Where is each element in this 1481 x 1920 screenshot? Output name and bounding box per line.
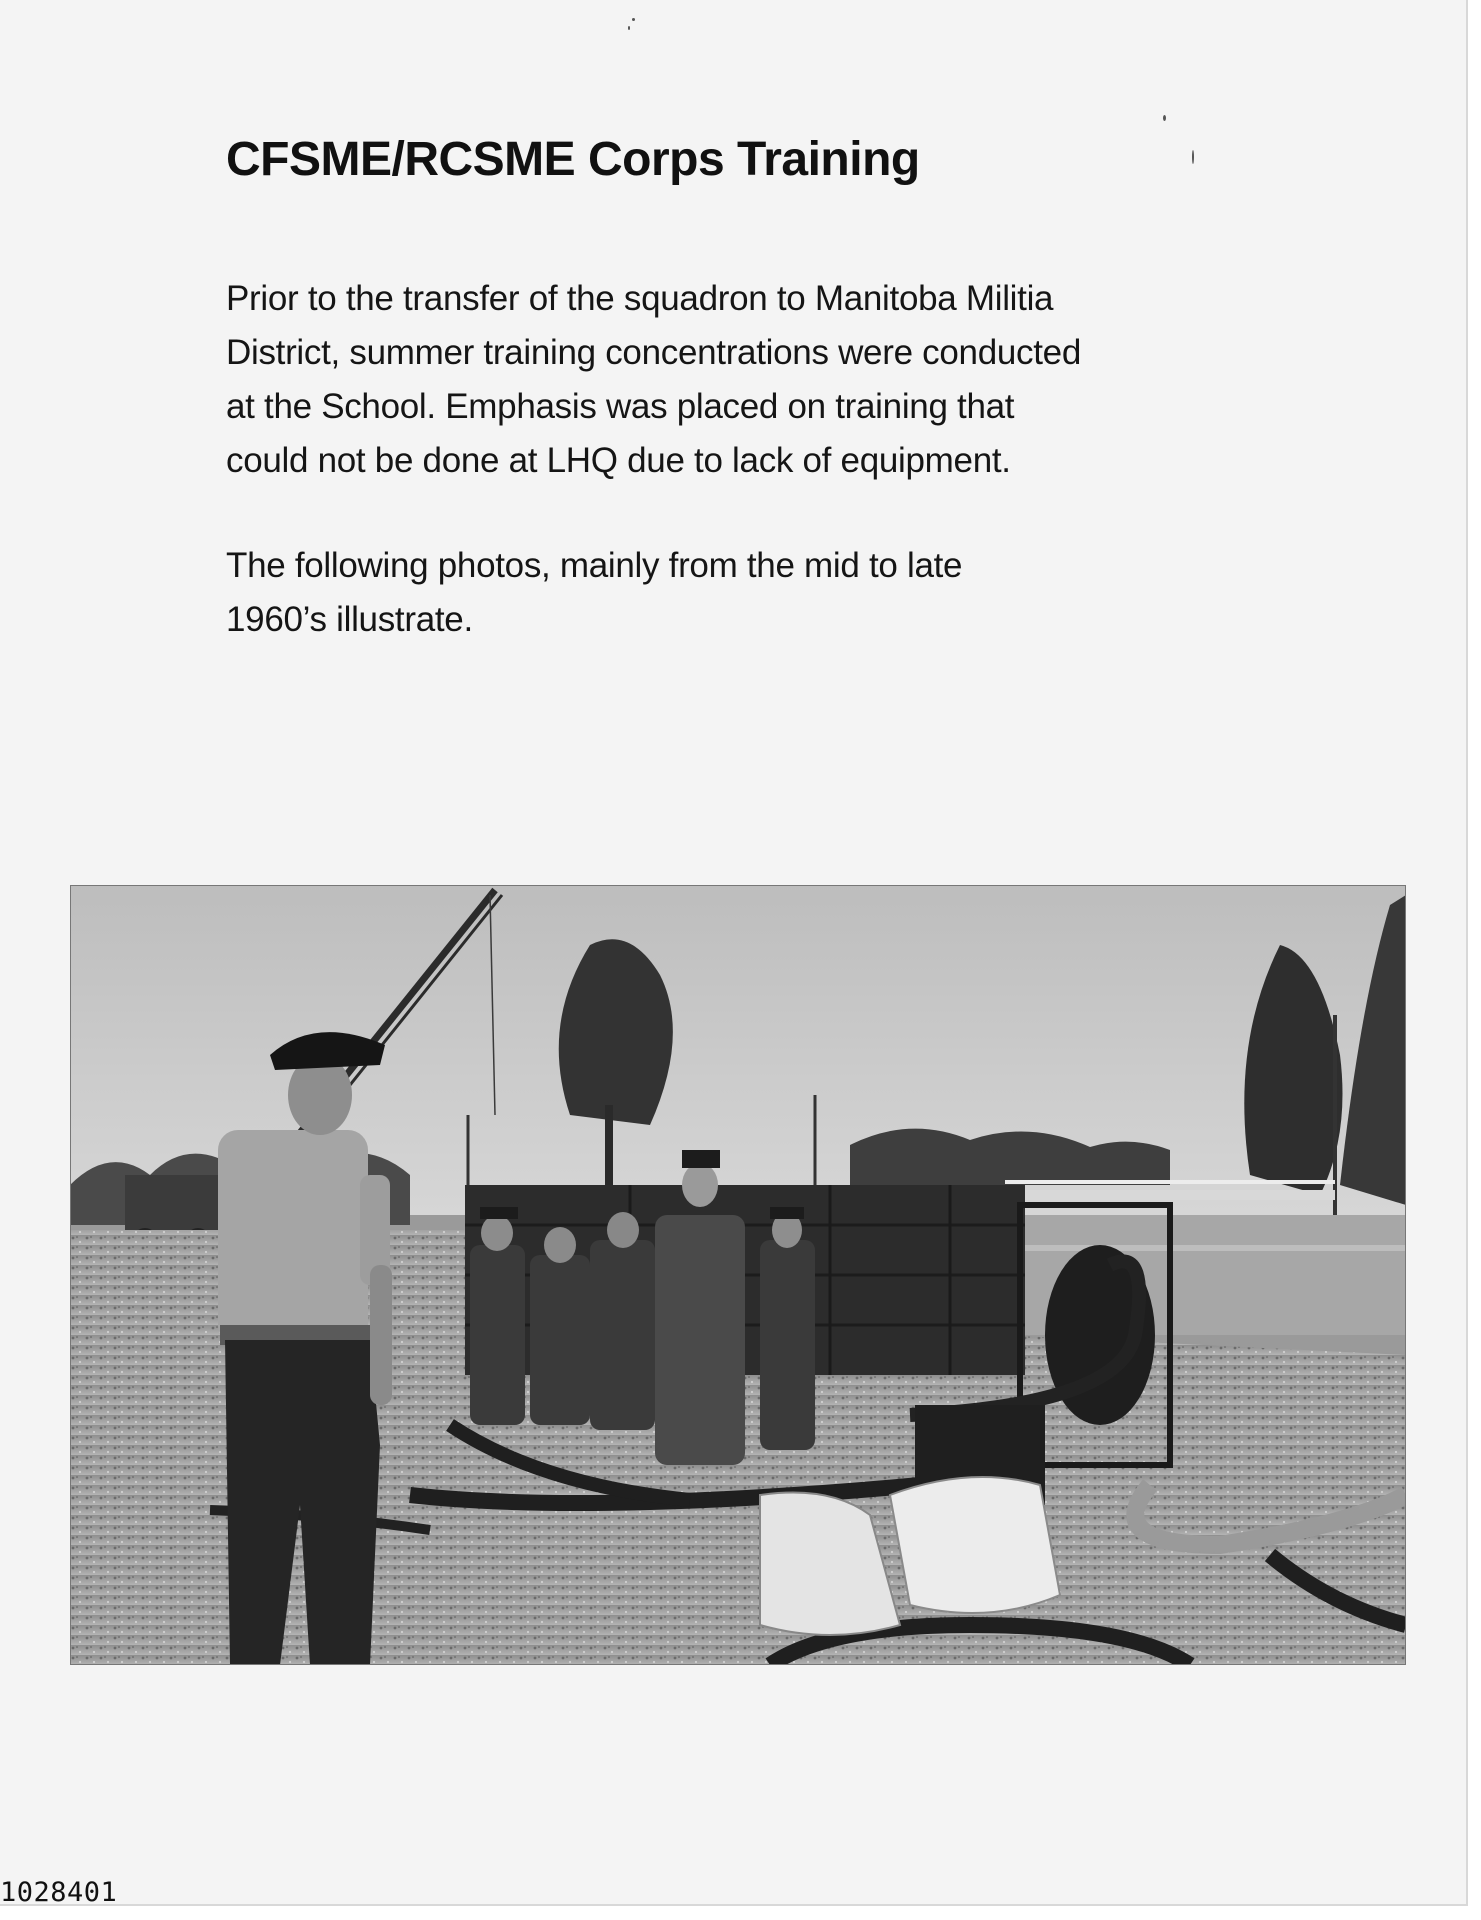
- scan-speck: [1163, 115, 1166, 121]
- cement-bag: [890, 1477, 1060, 1613]
- water-shine: [1000, 1245, 1406, 1251]
- photos-intro-paragraph: [226, 539, 962, 647]
- bridge: [1005, 1190, 1335, 1200]
- document-id: 1028401: [0, 1877, 118, 1908]
- truck: [125, 1175, 220, 1235]
- paragraph-line: The following photos, mainly from the mid to late: [226, 546, 963, 585]
- scan-speck: [632, 18, 635, 21]
- page-title: CFSME/RCSME Corps Training: [226, 133, 920, 186]
- bridge-railing: [1005, 1180, 1335, 1184]
- training-photo: [70, 885, 1406, 1665]
- scan-speck: [1192, 150, 1194, 164]
- paragraph-line: at the School. Emphasis was placed on training that: [226, 387, 1015, 426]
- paragraph-line: could not be done at LHQ due to lack of equipment.: [226, 441, 1011, 480]
- paragraph-line: 1960’s illustrate.: [226, 600, 473, 639]
- intro-paragraph: [226, 272, 1081, 488]
- paragraph-line: District, summer training concentrations were conducted: [226, 333, 1081, 372]
- tree-trunk: [605, 1105, 613, 1185]
- scan-speck: [628, 26, 630, 30]
- paragraph-line: Prior to the transfer of the squadron to Manitoba Militia: [226, 279, 1054, 318]
